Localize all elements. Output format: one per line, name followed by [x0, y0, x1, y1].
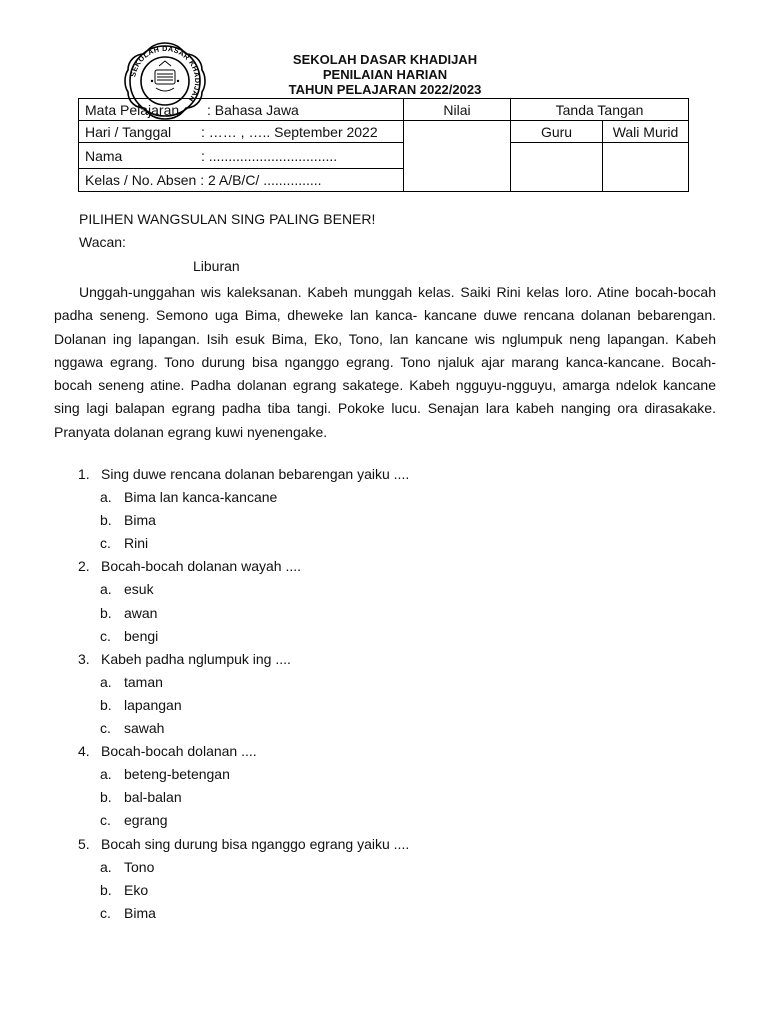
answer-option [78, 625, 718, 648]
answer-option [78, 786, 718, 809]
option-text: taman [124, 673, 163, 690]
name-cell [79, 143, 404, 169]
question-number: 4. [78, 743, 90, 760]
option-text: Bima [124, 904, 156, 921]
answer-option [78, 902, 718, 925]
parent-header: Wali Murid [603, 121, 689, 143]
question-item [78, 463, 718, 486]
answer-option [78, 486, 718, 509]
teacher-signature-box [511, 143, 603, 192]
date-cell [79, 121, 404, 143]
answer-option [78, 671, 718, 694]
academic-year: TAHUN PELAJARAN 2022/2023 [288, 82, 482, 97]
question-text: Bocah-bocah dolanan .... [101, 743, 257, 760]
answer-option [78, 809, 718, 832]
question-item [78, 555, 718, 578]
option-letter: a. [100, 673, 112, 690]
answer-option [78, 763, 718, 786]
option-letter: c. [100, 904, 111, 921]
option-letter: c. [100, 627, 111, 644]
question-number: 2. [78, 558, 90, 575]
subject-label: Mata Pelajaran [85, 101, 180, 118]
question-text: Kabeh padha nglumpuk ing .... [101, 650, 291, 667]
option-letter: a. [100, 766, 112, 783]
class-value: : 2 A/B/C/ ............... [200, 172, 322, 188]
option-letter: c. [100, 812, 111, 829]
option-text: awan [124, 604, 158, 621]
seal-ring-text: SEKOLAH DASAR KHADIJAH [128, 43, 203, 104]
question-item [78, 648, 718, 671]
answer-option [78, 578, 718, 601]
option-text: Tono [124, 858, 155, 875]
question-number: 5. [78, 835, 90, 852]
option-letter: b. [100, 789, 112, 806]
option-letter: b. [100, 881, 112, 898]
option-text: sawah [124, 720, 165, 737]
option-letter: a. [100, 489, 112, 506]
name-label: Nama [85, 147, 123, 164]
subject-cell [79, 99, 404, 121]
exam-title: PENILAIAN HARIAN [322, 67, 448, 82]
option-letter: b. [100, 696, 112, 713]
option-text: Rini [124, 535, 149, 552]
question-text: Sing duwe rencana dolanan bebarengan yaiku .... [101, 466, 410, 482]
option-letter: a. [100, 581, 112, 598]
instruction: PILIHEN WANGSULAN SING PALING BENER! [79, 211, 376, 227]
option-text: bengi [124, 627, 159, 644]
option-text: beteng-betengan [124, 766, 230, 783]
answer-option [78, 717, 718, 740]
question-list [78, 463, 718, 925]
option-text: Bima lan kanca-kancane [124, 489, 278, 506]
option-text: bal-balan [124, 789, 182, 806]
option-letter: c. [100, 535, 111, 552]
score-box [404, 121, 511, 192]
option-text: esuk [124, 581, 154, 598]
question-number: 3. [78, 650, 90, 667]
option-text: Bima [124, 512, 156, 529]
score-header: Nilai [404, 99, 511, 121]
passage-title: Liburan [193, 258, 240, 274]
question-item [78, 740, 718, 763]
answer-option [78, 879, 718, 902]
teacher-header: Guru [511, 121, 603, 143]
answer-option [78, 509, 718, 532]
reading-passage [54, 281, 716, 444]
date-label: Hari / Tanggal [85, 123, 172, 140]
question-item [78, 833, 718, 856]
school-name: SEKOLAH DASAR KHADIJAH [292, 52, 478, 67]
student-info-table [78, 98, 689, 192]
subject-value: : Bahasa Jawa [207, 101, 299, 118]
question-text: Bocah-bocah dolanan wayah .... [101, 558, 302, 575]
option-text: egrang [124, 812, 168, 829]
option-letter: a. [100, 858, 112, 875]
wacan-label: Wacan: [79, 234, 126, 250]
parent-signature-box [603, 143, 689, 192]
answer-option [78, 602, 718, 625]
date-value: : …… , ….. September 2022 [201, 123, 378, 140]
name-value: : ................................. [201, 147, 338, 164]
class-label: Kelas / No. Absen [85, 172, 197, 188]
question-number: 1. [78, 466, 90, 482]
option-text: lapangan [124, 696, 182, 713]
passage-text: Unggah-unggahan wis kaleksanan. Kabeh munggah kelas. Saiki Rini kelas loro. Atine bocah-bocah padha seneng. Semono uga Bima, dheweke lan kanca- kancane duwe rencana dolanan bebarengan. Dolanan ing lapangan. Isih esuk Bima, Eko, Tono, lan kancane wis nglumpuk neng lapangan. Kabeh nggawa egrang. Tono durung bisa nganggo egrang. Tono njaluk ajar marang kanca-kancane. Bocah-bocah seneng atine. Padha dolanan egrang sakatege. Kabeh ngguyu-ngguyu, amarga ndelok kancane sing lagi balapan egrang padha tiba tangi. Pokoke lucu. Senajan lara kabeh nanging ora dirasakake. Pranyata dolanan egrang kuwi nyenengake. [54, 284, 716, 440]
answer-option [78, 694, 718, 717]
option-letter: c. [100, 720, 111, 737]
option-letter: b. [100, 604, 112, 621]
document-header [230, 52, 540, 97]
option-text: Eko [124, 881, 149, 898]
question-text: Bocah sing durung bisa nganggo egrang yaiku .... [101, 835, 410, 852]
option-letter: b. [100, 512, 112, 529]
signature-header: Tanda Tangan [511, 99, 689, 121]
class-cell [79, 169, 404, 192]
answer-option [78, 532, 718, 555]
answer-option [78, 856, 718, 879]
